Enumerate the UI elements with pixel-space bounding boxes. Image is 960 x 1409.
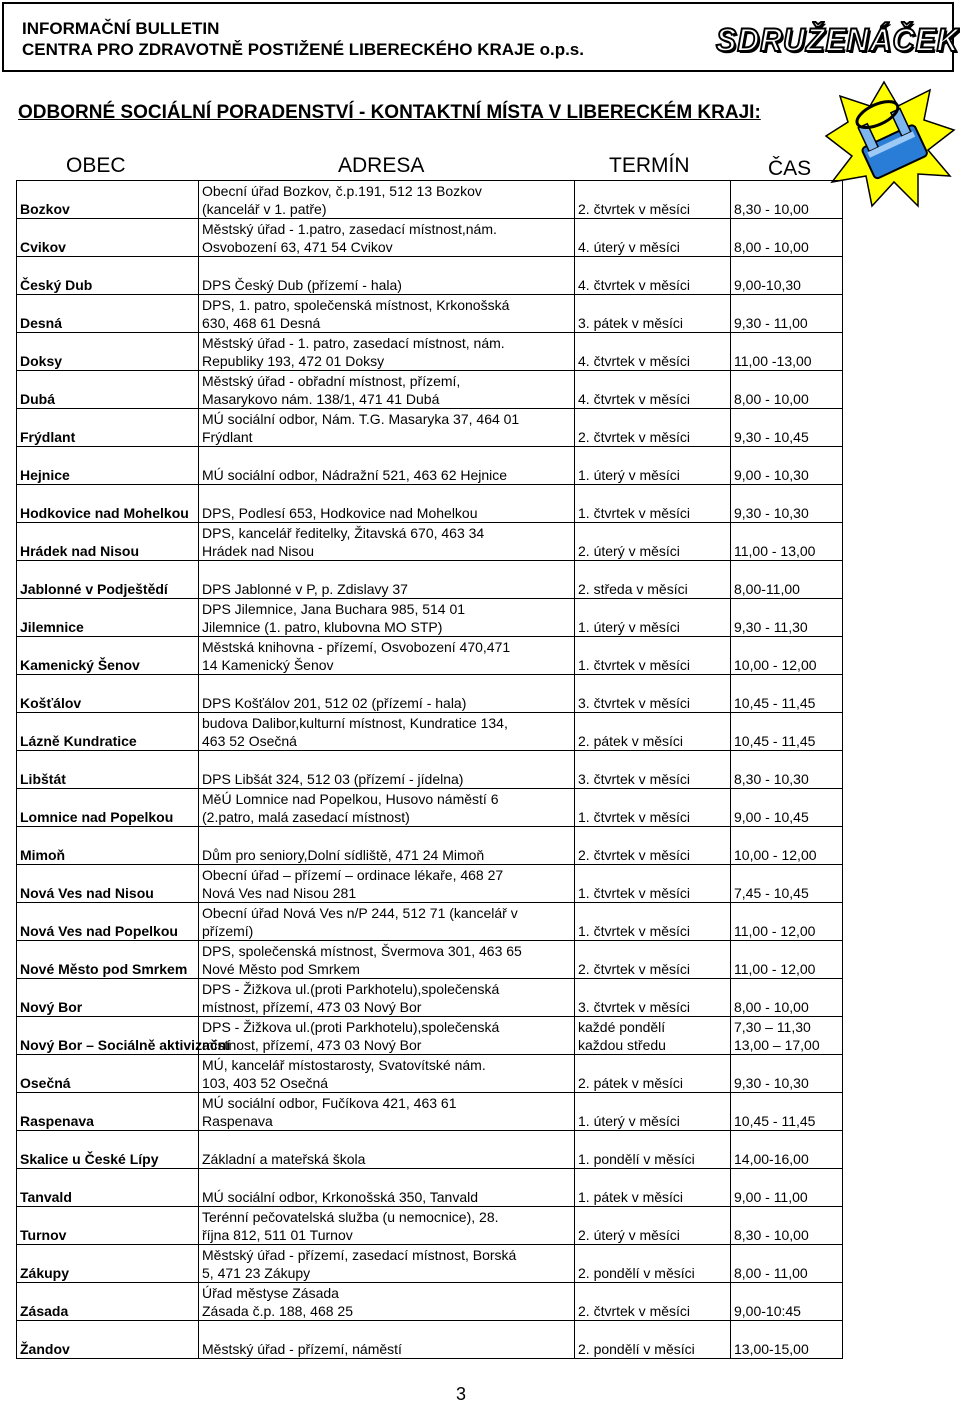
address-cell: Městský úřad - 1. patro, zasedací místnost, nám. Republiky 193, 472 01 Doksy [199,333,575,371]
town-cell: Jablonné v Podještědí [17,561,199,599]
address-cell: MÚ sociální odbor, Nádražní 521, 463 62 Hejnice [199,447,575,485]
bulletin-title-line1: INFORMAČNÍ BULLETIN [22,19,220,38]
town-cell: Zákupy [17,1245,199,1283]
time-cell: 11,00 - 13,00 [731,523,843,561]
column-header-time: ČAS [768,157,812,180]
term-cell: 2. pondělí v měsíci [575,1321,731,1359]
time-cell: 9,30 - 11,30 [731,599,843,637]
time-cell: 10,45 - 11,45 [731,1093,843,1131]
town-cell: Turnov [17,1207,199,1245]
town-cell: Doksy [17,333,199,371]
time-cell: 10,45 - 11,45 [731,675,843,713]
town-cell: Libštát [17,751,199,789]
bulletin-title [22,18,584,60]
brand-logo: SDRUŽENÁČEK [716,22,960,58]
address-cell: DPS Jablonné v P, p. Zdislavy 37 [199,561,575,599]
bulletin-header [2,2,960,72]
time-cell: 9,30 - 10,45 [731,409,843,447]
address-cell: DPS, 1. patro, společenská místnost, Krkonošská 630, 468 61 Desná [199,295,575,333]
time-cell: 10,45 - 11,45 [731,713,843,751]
term-cell: 4. úterý v měsíci [575,219,731,257]
address-cell: MěÚ Lomnice nad Popelkou, Husovo náměstí 6 (2.patro, malá zasedací místnost) [199,789,575,827]
time-cell: 13,00-15,00 [731,1321,843,1359]
time-cell: 7,30 – 11,30 13,00 – 17,00 [731,1017,843,1055]
table-row [17,1283,843,1321]
town-cell: Nová Ves nad Popelkou [17,903,199,941]
term-cell: 2. pátek v měsíci [575,1055,731,1093]
table-row [17,409,843,447]
time-cell: 8,00 - 10,00 [731,219,843,257]
term-cell: 1. úterý v měsíci [575,447,731,485]
term-cell: 2. úterý v měsíci [575,523,731,561]
table-row [17,219,843,257]
term-cell: 3. čtvrtek v měsíci [575,675,731,713]
table-row [17,1169,843,1207]
address-cell: MÚ sociální odbor, Fučíkova 421, 463 61 Raspenava [199,1093,575,1131]
term-cell: 1. čtvrtek v měsíci [575,637,731,675]
address-cell: Městský úřad - přízemí, zasedací místnost, Borská 5, 471 23 Zákupy [199,1245,575,1283]
page-number: 3 [456,1384,467,1404]
table-row [17,751,843,789]
table-row [17,865,843,903]
time-cell: 8,00 - 11,00 [731,1245,843,1283]
table-row [17,599,843,637]
address-cell: DPS Český Dub (přízemí - hala) [199,257,575,295]
address-cell: MÚ sociální odbor, Krkonošská 350, Tanvald [199,1169,575,1207]
town-cell: Osečná [17,1055,199,1093]
address-cell: DPS Libšát 324, 512 03 (přízemí - jídelna) [199,751,575,789]
town-cell: Zásada [17,1283,199,1321]
address-cell: MÚ, kancelář místostarosty, Svatovítské nám. 103, 403 52 Osečná [199,1055,575,1093]
term-cell: 3. pátek v měsíci [575,295,731,333]
address-cell: DPS - Žižkova ul.(proti Parkhotelu),společenská místnost, přízemí, 473 03 Nový Bor [199,979,575,1017]
table-row [17,181,843,219]
town-cell: Frýdlant [17,409,199,447]
bulletin-title-line2: CENTRA PRO ZDRAVOTNĚ POSTIŽENÉ LIBERECKÉHO KRAJE o.p.s. [22,40,584,59]
term-cell: každé pondělí každou středu [575,1017,731,1055]
time-cell: 11,00 -13,00 [731,333,843,371]
term-cell: 3. čtvrtek v měsíci [575,751,731,789]
time-cell: 8,00 - 10,00 [731,979,843,1017]
town-cell: Skalice u České Lípy [17,1131,199,1169]
term-cell: 1. pondělí v měsíci [575,1131,731,1169]
term-cell: 2. středa v měsíci [575,561,731,599]
town-cell: Raspenava [17,1093,199,1131]
time-cell: 9,00 - 10,30 [731,447,843,485]
town-cell: Žandov [17,1321,199,1359]
town-cell: Mimoň [17,827,199,865]
table-row [17,979,843,1017]
town-cell: Lomnice nad Popelkou [17,789,199,827]
term-cell: 2. čtvrtek v měsíci [575,181,731,219]
term-cell: 1. čtvrtek v měsíci [575,865,731,903]
time-cell: 10,00 - 12,00 [731,637,843,675]
address-cell: DPS Jilemnice, Jana Buchara 985, 514 01 Jilemnice (1. patro, klubovna MO STP) [199,599,575,637]
table-row [17,827,843,865]
town-cell: Košťálov [17,675,199,713]
address-cell: Městský úřad - obřadní místnost, přízemí, Masarykovo nám. 138/1, 471 41 Dubá [199,371,575,409]
time-cell: 9,00-10,30 [731,257,843,295]
time-cell: 9,00-10:45 [731,1283,843,1321]
town-cell: Jilemnice [17,599,199,637]
term-cell: 1. čtvrtek v měsíci [575,485,731,523]
time-cell: 14,00-16,00 [731,1131,843,1169]
town-cell: Desná [17,295,199,333]
time-cell: 10,00 - 12,00 [731,827,843,865]
time-cell: 9,00 - 10,45 [731,789,843,827]
term-cell: 4. čtvrtek v měsíci [575,371,731,409]
address-cell: DPS, společenská místnost, Švermova 301, 463 65 Nové Město pod Smrkem [199,941,575,979]
town-cell: Hejnice [17,447,199,485]
town-cell: Tanvald [17,1169,199,1207]
table-row [17,941,843,979]
time-cell: 9,30 - 10,30 [731,1055,843,1093]
town-cell: Nový Bor – Sociálně aktivizační [17,1017,199,1055]
table-row [17,637,843,675]
table-row [17,1131,843,1169]
term-cell: 2. čtvrtek v měsíci [575,1283,731,1321]
time-cell: 9,30 - 10,30 [731,485,843,523]
table-row [17,675,843,713]
time-cell: 7,45 - 10,45 [731,865,843,903]
table-row [17,447,843,485]
table-row [17,1321,843,1359]
term-cell: 1. úterý v měsíci [575,599,731,637]
table-row [17,903,843,941]
address-cell: DPS, Podlesí 653, Hodkovice nad Mohelkou [199,485,575,523]
town-cell: Kamenický Šenov [17,637,199,675]
contact-places-table [16,180,843,1359]
term-cell: 2. čtvrtek v měsíci [575,941,731,979]
table-row [17,561,843,599]
address-cell: Obecní úřad Nová Ves n/P 244, 512 71 (kancelář v přízemí) [199,903,575,941]
time-cell: 8,30 - 10,00 [731,1207,843,1245]
address-cell: DPS - Žižkova ul.(proti Parkhotelu),společenská místnost, přízemí, 473 03 Nový Bor [199,1017,575,1055]
table-row [17,523,843,561]
section-title: ODBORNÉ SOCIÁLNÍ PORADENSTVÍ - KONTAKTNÍ MÍSTA V LIBERECKÉM KRAJI: [18,102,761,123]
table-row [17,713,843,751]
address-cell: Městský úřad - 1.patro, zasedací místnost,nám. Osvobození 63, 471 54 Cvikov [199,219,575,257]
time-cell: 11,00 - 12,00 [731,941,843,979]
term-cell: 1. čtvrtek v měsíci [575,789,731,827]
table-row [17,1207,843,1245]
town-cell: Cvikov [17,219,199,257]
term-cell: 1. pátek v měsíci [575,1169,731,1207]
time-cell: 8,30 - 10,00 [731,181,843,219]
time-cell: 9,00 - 11,00 [731,1169,843,1207]
term-cell: 2. čtvrtek v měsíci [575,409,731,447]
table-row [17,371,843,409]
column-header-town: OBEC [66,154,126,177]
address-cell: DPS Košťálov 201, 512 02 (přízemí - hala) [199,675,575,713]
table-row [17,789,843,827]
address-cell: Dům pro seniory,Dolní sídliště, 471 24 Mimoň [199,827,575,865]
town-cell: Dubá [17,371,199,409]
address-cell: Městský úřad - přízemí, náměstí [199,1321,575,1359]
town-cell: Hrádek nad Nisou [17,523,199,561]
address-cell: DPS, kancelář ředitelky, Žitavská 670, 463 34 Hrádek nad Nisou [199,523,575,561]
term-cell: 2. čtvrtek v měsíci [575,827,731,865]
term-cell: 2. úterý v měsíci [575,1207,731,1245]
town-cell: Bozkov [17,181,199,219]
address-cell: Obecní úřad Bozkov, č.p.191, 512 13 Bozkov (kancelář v 1. patře) [199,181,575,219]
town-cell: Hodkovice nad Mohelkou [17,485,199,523]
term-cell: 4. čtvrtek v měsíci [575,257,731,295]
time-cell: 8,00-11,00 [731,561,843,599]
table-row [17,1245,843,1283]
term-cell: 3. čtvrtek v měsíci [575,979,731,1017]
table-row [17,333,843,371]
address-cell: MÚ sociální odbor, Nám. T.G. Masaryka 37, 464 01 Frýdlant [199,409,575,447]
table-row [17,257,843,295]
town-cell: Nová Ves nad Nisou [17,865,199,903]
column-header-term: TERMÍN [609,154,690,177]
column-header-address: ADRESA [338,154,425,177]
term-cell: 1. úterý v měsíci [575,1093,731,1131]
table-row [17,1055,843,1093]
time-cell: 9,30 - 11,00 [731,295,843,333]
town-cell: Lázně Kundratice [17,713,199,751]
town-cell: Český Dub [17,257,199,295]
time-cell: 8,30 - 10,30 [731,751,843,789]
town-cell: Nový Bor [17,979,199,1017]
term-cell: 2. pondělí v měsíci [575,1245,731,1283]
address-cell: Základní a mateřská škola [199,1131,575,1169]
table-row [17,295,843,333]
address-cell: Úřad městyse Zásada Zásada č.p. 188, 468 25 [199,1283,575,1321]
address-cell: Obecní úřad – přízemí – ordinace lékaře, 468 27 Nová Ves nad Nisou 281 [199,865,575,903]
address-cell: Terénní pečovatelská služba (u nemocnice), 28. října 812, 511 01 Turnov [199,1207,575,1245]
town-cell: Nové Město pod Smrkem [17,941,199,979]
address-cell: Městská knihovna - přízemí, Osvobození 470,471 14 Kamenický Šenov [199,637,575,675]
address-cell: budova Dalibor,kulturní místnost, Kundratice 134, 463 52 Osečná [199,713,575,751]
time-cell: 11,00 - 12,00 [731,903,843,941]
time-cell: 8,00 - 10,00 [731,371,843,409]
table-row [17,1017,843,1055]
table-row [17,1093,843,1131]
term-cell: 2. pátek v měsíci [575,713,731,751]
term-cell: 1. čtvrtek v měsíci [575,903,731,941]
table-row [17,485,843,523]
term-cell: 4. čtvrtek v měsíci [575,333,731,371]
